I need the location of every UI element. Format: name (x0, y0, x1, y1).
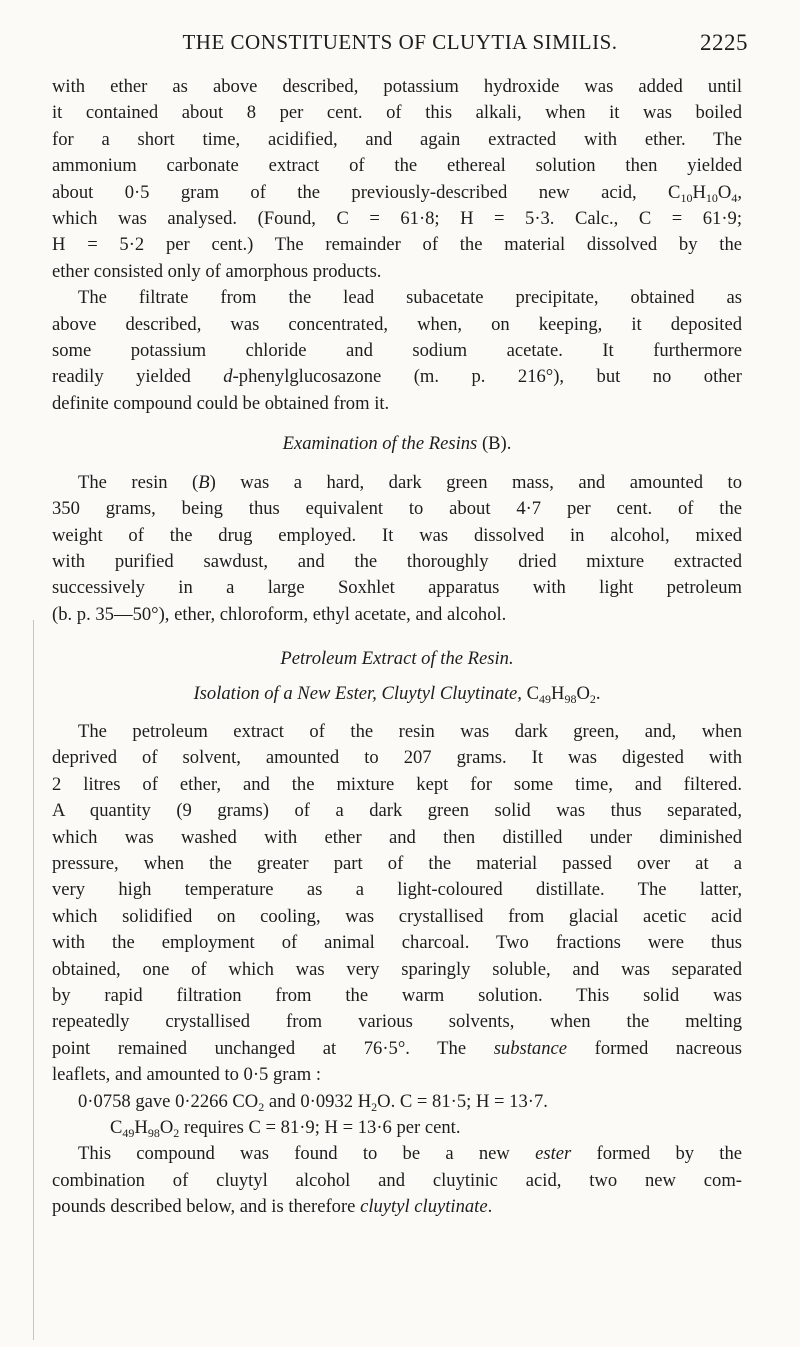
text-line: about 0·5 gram of the previously-described new acid, $C_{10}H_{10}O_4$, (52, 181, 742, 205)
text-line: which was analysed. (Found, C = 61·8; H = 5·3. Calc., C = 61·9; (52, 208, 742, 230)
text-line: above described, was concentrated, when, on keeping, it deposited (52, 313, 742, 335)
text-line: successively in a large Soxhlet apparatus with light petroleum (52, 577, 742, 599)
text-line: (b. p. 35—50°), ether, chloroform, ethyl acetate, and alcohol. (52, 603, 507, 625)
subsection-heading: Petroleum Extract of the Resin. (280, 648, 514, 670)
paragraph (52, 1141, 742, 1220)
text-line: ether consisted only of amorphous products. (52, 260, 382, 282)
paragraph (52, 285, 742, 417)
text-line: 2 litres of ether, and the mixture kept for some time, and filtered. (52, 773, 742, 795)
sub-subsection-heading: Isolation of a New Ester, Cluytyl Cluytinate, $C_{49}H_{98}O_2$. (193, 682, 601, 706)
text-line: with purified sawdust, and the thoroughly dried mixture extracted (52, 550, 742, 572)
text-line: A quantity (9 grams) of a dark green solid was thus separated, (52, 800, 742, 822)
paragraph (52, 719, 742, 1089)
text-line: very high temperature as a light-coloured distillate. The latter, (52, 879, 742, 901)
text-line: some potassium chloride and sodium acetate. It furthermore (52, 340, 742, 362)
text-line: $C_{49}H_{98}O_2$ requires C = 81·9; H = 13·6 per cent. (110, 1117, 461, 1141)
text-line: point remained unchanged at 76·5°. The substance formed nacreous (52, 1037, 742, 1059)
text-line: H = 5·2 per cent.) The remainder of the material dissolved by the (52, 234, 742, 256)
text-line: deprived of solvent, amounted to 207 grams. It was digested with (52, 747, 742, 769)
text-line: leaflets, and amounted to 0·5 gram : (52, 1064, 322, 1086)
text-line: weight of the drug employed. It was dissolved in alcohol, mixed (52, 524, 742, 546)
text-line: The filtrate from the lead subacetate precipitate, obtained as (78, 287, 742, 309)
running-title: THE CONSTITUENTS OF CLUYTIA SIMILIS. (182, 30, 618, 54)
body-text (52, 74, 742, 1221)
text-line: pressure, when the greater part of the material passed over at a (52, 852, 742, 874)
text-line: with the employment of animal charcoal. Two fractions were thus (52, 932, 742, 954)
text-line: repeatedly crystallised from various solvents, when the melting (52, 1011, 742, 1033)
text-line: which was washed with ether and then distilled under diminished (52, 826, 742, 848)
paragraph (52, 470, 742, 628)
text-line: by rapid filtration from the warm solution. This solid was (52, 985, 742, 1006)
text-line: The petroleum extract of the resin was dark green, and, when (78, 720, 742, 742)
text-line: it contained about 8 per cent. of this alkali, when it was boiled (52, 102, 742, 124)
text-line: 350 grams, being thus equivalent to about 4·7 per cent. of the (52, 498, 742, 520)
text-line: which solidified on cooling, was crystallised from glacial acetic acid (52, 905, 742, 927)
page-number: 2225 (700, 30, 748, 55)
text-line: obtained, one of which was very sparingly soluble, and was separated (52, 958, 742, 980)
text-line: readily yielded d-phenylglucosazone (m. p. 216°), but no other (52, 366, 743, 388)
text-line: ammonium carbonate extract of the ethereal solution then yielded (52, 155, 742, 177)
analysis-line (52, 1089, 742, 1142)
text-line: combination of cluytyl alcohol and cluytinic acid, two new com- (52, 1169, 742, 1191)
paragraph-continuation (52, 74, 742, 285)
text-line: 0·0758 gave 0·2266 $CO_2$ and 0·0932 $H_2O$. C = 81·5; H = 13·7. (78, 1090, 548, 1114)
scan-margin-line (33, 620, 34, 1340)
section-heading: Examination of the Resins (B). (282, 433, 512, 455)
running-header (52, 30, 748, 58)
text-line: definite compound could be obtained from it. (52, 392, 390, 414)
text-line: for a short time, acidified, and again extracted with ether. The (52, 128, 742, 150)
text-line: pounds described below, and is therefore cluytyl cluytinate. (52, 1196, 493, 1218)
text-line: with ether as above described, potassium hydroxide was added until (52, 76, 742, 97)
text-line: This compound was found to be a new ester formed by the (78, 1143, 743, 1165)
text-line: The resin (B) was a hard, dark green mass, and amounted to (78, 471, 742, 493)
